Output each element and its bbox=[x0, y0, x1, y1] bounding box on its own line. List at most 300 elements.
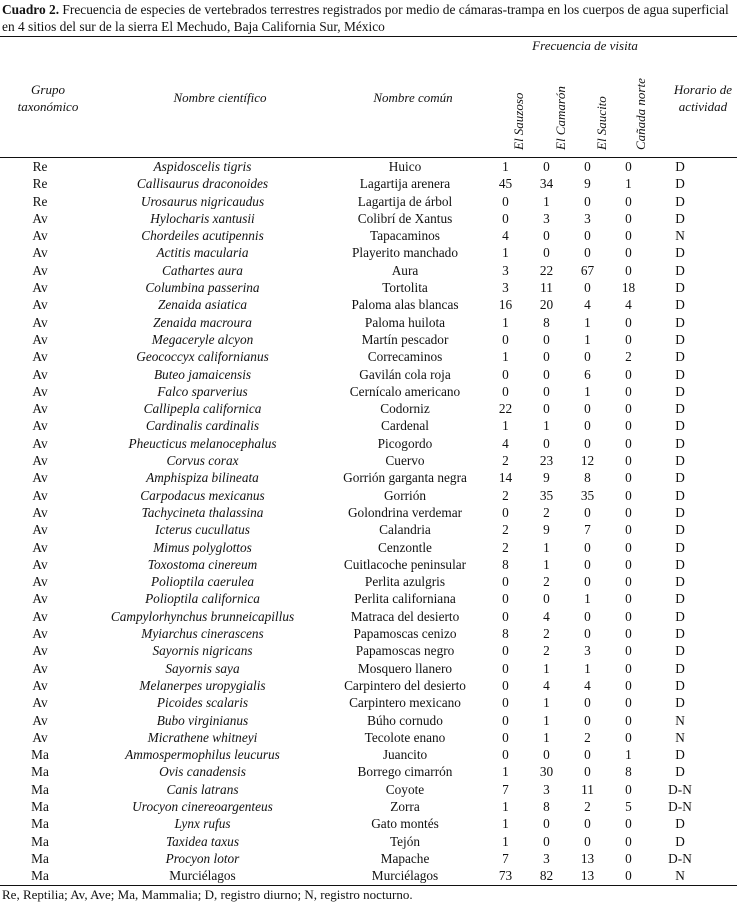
common-name-cell: Borrego cimarrón bbox=[357, 764, 453, 780]
freq-el-camaron-cell: 9 bbox=[543, 470, 550, 486]
freq-el-sauzoso-cell: 0 bbox=[502, 747, 509, 763]
scientific-name-cell: Polioptila caerulea bbox=[150, 574, 255, 590]
activity-cell: D bbox=[675, 608, 685, 624]
common-name-cell: Papamoscas cenizo bbox=[353, 626, 457, 642]
freq-el-sauzoso-cell: 2 bbox=[502, 487, 509, 503]
header-site-el-camaron: El Camarón bbox=[553, 86, 568, 150]
activity-cell: D-N bbox=[668, 781, 692, 797]
table-row bbox=[0, 850, 711, 867]
common-name-cell: Cuitlacoche peninsular bbox=[343, 556, 467, 572]
freq-canada-norte-cell: 0 bbox=[625, 539, 632, 555]
common-name-cell: Codorniz bbox=[380, 401, 430, 417]
common-name-cell: Gato montés bbox=[371, 816, 439, 832]
table-row bbox=[0, 262, 711, 279]
common-name-cell: Zorra bbox=[390, 798, 420, 814]
footnote: Re, Reptilia; Av, Ave; Ma, Mammalia; D, registro diurno; N, registro nocturno. bbox=[2, 887, 413, 902]
activity-cell: D bbox=[675, 262, 685, 278]
header-activity bbox=[668, 81, 737, 115]
freq-el-camaron-cell: 22 bbox=[539, 262, 554, 278]
freq-canada-norte-cell: 0 bbox=[625, 418, 632, 434]
common-name-cell: Cuervo bbox=[385, 453, 425, 469]
freq-el-sauzoso-cell: 2 bbox=[502, 453, 509, 469]
table-row bbox=[0, 279, 711, 296]
freq-canada-norte-cell: 0 bbox=[625, 591, 632, 607]
activity-cell: N bbox=[675, 228, 685, 244]
scientific-name-cell: Mimus polyglottos bbox=[153, 539, 252, 555]
header-site-el-sauzoso: El Sauzoso bbox=[511, 92, 526, 150]
common-name-cell: Lagartija arenera bbox=[359, 176, 451, 192]
freq-canada-norte-cell: 0 bbox=[625, 331, 632, 347]
freq-el-camaron-cell: 20 bbox=[539, 297, 554, 313]
group-cell: Av bbox=[32, 626, 48, 642]
activity-cell: D bbox=[675, 833, 685, 849]
group-cell: Ma bbox=[31, 764, 49, 780]
table-row bbox=[0, 521, 711, 538]
header-group bbox=[10, 81, 86, 115]
activity-cell: D bbox=[675, 677, 685, 693]
activity-cell: D bbox=[675, 522, 685, 538]
freq-canada-norte-cell: 0 bbox=[625, 712, 632, 728]
scientific-name-cell: Buteo jamaicensis bbox=[153, 366, 252, 382]
scientific-name-cell: Megaceryle alcyon bbox=[151, 331, 254, 347]
table-row bbox=[0, 660, 711, 677]
freq-canada-norte-cell: 0 bbox=[625, 850, 632, 866]
activity-cell: D bbox=[675, 366, 685, 382]
group-cell: Av bbox=[32, 245, 48, 261]
freq-el-camaron-cell: 0 bbox=[543, 591, 550, 607]
freq-el-saucito-cell: 0 bbox=[584, 159, 591, 174]
scientific-name-cell: Melanerpes uropygialis bbox=[139, 677, 266, 693]
common-name-cell: Playerito manchado bbox=[352, 245, 458, 261]
freq-el-saucito-cell: 0 bbox=[584, 816, 591, 832]
table-row bbox=[0, 504, 711, 521]
group-cell: Av bbox=[32, 228, 48, 244]
freq-el-camaron-cell: 0 bbox=[543, 833, 550, 849]
activity-cell: D bbox=[675, 314, 685, 330]
freq-canada-norte-cell: 0 bbox=[625, 660, 632, 676]
activity-cell: D bbox=[675, 453, 685, 469]
freq-canada-norte-cell: 0 bbox=[625, 314, 632, 330]
scientific-name-cell: Zenaida macroura bbox=[153, 314, 252, 330]
freq-el-sauzoso-cell: 0 bbox=[502, 210, 509, 226]
freq-canada-norte-cell: 8 bbox=[625, 764, 632, 780]
freq-canada-norte-cell: 0 bbox=[625, 193, 632, 209]
scientific-name-cell: Hylocharis xantusii bbox=[150, 210, 255, 226]
activity-cell: D bbox=[675, 695, 685, 711]
activity-cell: N bbox=[675, 729, 685, 745]
table-row bbox=[0, 175, 711, 192]
freq-el-saucito-cell: 11 bbox=[581, 781, 594, 797]
freq-el-saucito-cell: 4 bbox=[584, 677, 591, 693]
table-row bbox=[0, 712, 711, 729]
freq-canada-norte-cell: 0 bbox=[625, 816, 632, 832]
common-name-cell: Cernícalo americano bbox=[349, 383, 461, 399]
freq-el-saucito-cell: 0 bbox=[584, 504, 591, 520]
group-cell: Re bbox=[32, 176, 48, 192]
scientific-name-cell: Canis latrans bbox=[166, 781, 239, 797]
freq-el-saucito-cell: 1 bbox=[584, 383, 591, 399]
common-name-cell: Matraca del desierto bbox=[350, 608, 460, 624]
group-cell: Av bbox=[32, 418, 48, 434]
freq-canada-norte-cell: 18 bbox=[621, 280, 636, 296]
common-name-cell: Perlita azulgris bbox=[364, 574, 446, 590]
caption-text-2: en 4 sitios del sur de la sierra El Mechudo, Baja California Sur, México bbox=[2, 19, 385, 34]
caption-label: Cuadro 2. bbox=[2, 2, 60, 17]
freq-el-saucito-cell: 8 bbox=[584, 470, 591, 486]
freq-canada-norte-cell: 0 bbox=[625, 487, 632, 503]
freq-canada-norte-cell: 0 bbox=[625, 453, 632, 469]
freq-el-saucito-cell: 0 bbox=[584, 833, 591, 849]
freq-el-camaron-cell: 11 bbox=[540, 280, 553, 296]
freq-el-camaron-cell: 34 bbox=[539, 176, 554, 192]
freq-el-camaron-cell: 30 bbox=[539, 764, 554, 780]
freq-el-saucito-cell: 0 bbox=[584, 349, 591, 365]
group-cell: Av bbox=[32, 366, 48, 382]
freq-canada-norte-cell: 0 bbox=[625, 210, 632, 226]
table-row bbox=[0, 210, 711, 227]
freq-el-saucito-cell: 0 bbox=[584, 608, 591, 624]
activity-cell: D bbox=[675, 159, 685, 174]
group-cell: Av bbox=[32, 297, 48, 313]
scientific-name-cell: Bubo virginianus bbox=[156, 712, 249, 728]
freq-el-sauzoso-cell: 1 bbox=[502, 418, 509, 434]
table-row bbox=[0, 331, 711, 348]
activity-cell: D bbox=[675, 539, 685, 555]
group-cell: Av bbox=[32, 712, 48, 728]
scientific-name-cell: Campylorhynchus brunneicapillus bbox=[110, 608, 295, 624]
freq-el-sauzoso-cell: 2 bbox=[502, 539, 509, 555]
table-row bbox=[0, 798, 711, 815]
common-name-cell: Gorrión bbox=[383, 487, 427, 503]
freq-el-camaron-cell: 8 bbox=[543, 798, 550, 814]
freq-canada-norte-cell: 0 bbox=[625, 262, 632, 278]
table-row bbox=[0, 642, 711, 659]
group-cell: Ma bbox=[31, 850, 49, 866]
group-cell: Av bbox=[32, 383, 48, 399]
freq-el-sauzoso-cell: 0 bbox=[502, 591, 509, 607]
freq-canada-norte-cell: 2 bbox=[625, 349, 632, 365]
freq-canada-norte-cell: 0 bbox=[625, 383, 632, 399]
table-row bbox=[0, 867, 711, 884]
scientific-name-cell: Aspidoscelis tigris bbox=[153, 159, 252, 174]
scientific-name-cell: Carpodacus mexicanus bbox=[140, 487, 265, 503]
freq-canada-norte-cell: 0 bbox=[625, 245, 632, 261]
common-name-cell: Tecolote enano bbox=[364, 729, 446, 745]
scientific-name-cell: Callisaurus draconoides bbox=[136, 176, 269, 192]
freq-el-saucito-cell: 0 bbox=[584, 764, 591, 780]
freq-el-saucito-cell: 0 bbox=[584, 280, 591, 296]
freq-el-camaron-cell: 0 bbox=[543, 401, 550, 417]
freq-el-saucito-cell: 13 bbox=[580, 850, 595, 866]
group-cell: Av bbox=[32, 608, 48, 624]
freq-el-sauzoso-cell: 0 bbox=[502, 366, 509, 382]
freq-el-camaron-cell: 1 bbox=[543, 539, 550, 555]
freq-el-camaron-cell: 82 bbox=[539, 868, 554, 884]
scientific-name-cell: Micrathene whitneyi bbox=[147, 729, 258, 745]
freq-el-sauzoso-cell: 0 bbox=[502, 193, 509, 209]
activity-cell: D bbox=[675, 660, 685, 676]
freq-el-sauzoso-cell: 4 bbox=[502, 435, 509, 451]
activity-cell: D bbox=[675, 435, 685, 451]
freq-el-saucito-cell: 0 bbox=[584, 695, 591, 711]
freq-el-sauzoso-cell: 2 bbox=[502, 522, 509, 538]
activity-cell: D bbox=[675, 626, 685, 642]
activity-cell: D-N bbox=[668, 850, 692, 866]
group-cell: Ma bbox=[31, 816, 49, 832]
group-cell: Av bbox=[32, 487, 48, 503]
group-cell: Av bbox=[32, 262, 48, 278]
freq-el-saucito-cell: 0 bbox=[584, 626, 591, 642]
freq-el-camaron-cell: 1 bbox=[543, 729, 550, 745]
common-name-cell: Carpintero mexicano bbox=[349, 695, 461, 711]
scientific-name-cell: Icterus cucullatus bbox=[155, 522, 250, 538]
freq-el-sauzoso-cell: 0 bbox=[502, 660, 509, 676]
common-name-cell: Tejón bbox=[389, 833, 421, 849]
freq-el-camaron-cell: 23 bbox=[539, 453, 554, 469]
freq-el-saucito-cell: 0 bbox=[584, 574, 591, 590]
activity-cell: D bbox=[675, 210, 685, 226]
table-row bbox=[0, 833, 711, 850]
activity-cell: D bbox=[675, 349, 685, 365]
group-cell: Av bbox=[32, 574, 48, 590]
freq-el-sauzoso-cell: 1 bbox=[502, 159, 509, 174]
scientific-name-cell: Corvus corax bbox=[166, 453, 239, 469]
caption-text-1: Frecuencia de especies de vertebrados terrestres registrados por medio de cámaras-trampa en los cuerpos de agua superficial bbox=[62, 2, 729, 17]
freq-canada-norte-cell: 1 bbox=[625, 747, 632, 763]
table-row bbox=[0, 400, 711, 417]
freq-el-camaron-cell: 0 bbox=[543, 349, 550, 365]
activity-cell: D bbox=[675, 245, 685, 261]
freq-el-saucito-cell: 13 bbox=[580, 868, 595, 884]
activity-cell: D bbox=[675, 487, 685, 503]
scientific-name-cell: Urosaurus nigricaudus bbox=[140, 193, 265, 209]
freq-el-saucito-cell: 2 bbox=[584, 729, 591, 745]
freq-el-camaron-cell: 4 bbox=[543, 608, 550, 624]
group-cell: Av bbox=[32, 556, 48, 572]
table-row bbox=[0, 296, 711, 313]
freq-el-saucito-cell: 3 bbox=[584, 643, 591, 659]
activity-cell: D bbox=[675, 470, 685, 486]
freq-canada-norte-cell: 0 bbox=[625, 868, 632, 884]
header-frequency: Frecuencia de visita bbox=[532, 38, 638, 53]
scientific-name-cell: Sayornis nigricans bbox=[152, 643, 253, 659]
activity-cell: D bbox=[675, 176, 685, 192]
group-cell: Av bbox=[32, 470, 48, 486]
freq-canada-norte-cell: 0 bbox=[625, 574, 632, 590]
freq-el-sauzoso-cell: 0 bbox=[502, 677, 509, 693]
activity-cell: D bbox=[675, 383, 685, 399]
common-name-cell: Cardenal bbox=[381, 418, 429, 434]
header-activity-line2: actividad bbox=[678, 99, 728, 114]
group-cell: Av bbox=[32, 331, 48, 347]
freq-el-sauzoso-cell: 1 bbox=[502, 245, 509, 261]
group-cell: Av bbox=[32, 401, 48, 417]
freq-el-saucito-cell: 0 bbox=[584, 435, 591, 451]
freq-el-camaron-cell: 1 bbox=[543, 193, 550, 209]
freq-el-saucito-cell: 0 bbox=[584, 539, 591, 555]
freq-el-sauzoso-cell: 0 bbox=[502, 608, 509, 624]
freq-el-camaron-cell: 0 bbox=[543, 331, 550, 347]
group-cell: Av bbox=[32, 677, 48, 693]
table-row bbox=[0, 625, 711, 642]
freq-el-saucito-cell: 12 bbox=[580, 453, 595, 469]
group-cell: Av bbox=[32, 591, 48, 607]
freq-el-sauzoso-cell: 3 bbox=[502, 280, 509, 296]
activity-cell: D bbox=[675, 418, 685, 434]
table-row bbox=[0, 314, 711, 331]
group-cell: Av bbox=[32, 643, 48, 659]
group-cell: Av bbox=[32, 695, 48, 711]
group-cell: Av bbox=[32, 349, 48, 365]
scientific-name-cell: Pheucticus melanocephalus bbox=[128, 435, 277, 451]
group-cell: Av bbox=[32, 435, 48, 451]
freq-canada-norte-cell: 0 bbox=[625, 228, 632, 244]
common-name-cell: Calandria bbox=[379, 522, 431, 538]
freq-el-saucito-cell: 0 bbox=[584, 556, 591, 572]
common-name-cell: Lagartija de árbol bbox=[357, 193, 453, 209]
activity-cell: D-N bbox=[668, 798, 692, 814]
table-row bbox=[0, 469, 711, 486]
common-name-cell: Cenzontle bbox=[378, 539, 432, 555]
common-name-cell: Paloma alas blancas bbox=[351, 297, 459, 313]
freq-canada-norte-cell: 0 bbox=[625, 729, 632, 745]
scientific-name-cell: Picoides scalaris bbox=[156, 695, 249, 711]
freq-el-camaron-cell: 0 bbox=[543, 747, 550, 763]
freq-canada-norte-cell: 0 bbox=[625, 626, 632, 642]
freq-el-sauzoso-cell: 0 bbox=[502, 695, 509, 711]
freq-el-sauzoso-cell: 7 bbox=[502, 850, 509, 866]
scientific-name-cell: Ovis canadensis bbox=[159, 764, 246, 780]
activity-cell: D bbox=[675, 591, 685, 607]
freq-el-camaron-cell: 4 bbox=[543, 677, 550, 693]
table-row bbox=[0, 539, 711, 556]
group-cell: Re bbox=[32, 193, 48, 209]
common-name-cell: Gavilán cola roja bbox=[359, 366, 451, 382]
scientific-name-cell: Geococcyx californianus bbox=[136, 349, 269, 365]
group-cell: Av bbox=[32, 314, 48, 330]
table-row bbox=[0, 487, 711, 504]
common-name-cell: Huico bbox=[388, 159, 422, 174]
freq-el-camaron-cell: 0 bbox=[543, 366, 550, 382]
activity-cell: N bbox=[675, 868, 685, 884]
freq-el-saucito-cell: 0 bbox=[584, 228, 591, 244]
common-name-cell: Papamoscas negro bbox=[355, 643, 455, 659]
freq-canada-norte-cell: 0 bbox=[625, 159, 632, 174]
freq-el-camaron-cell: 0 bbox=[543, 816, 550, 832]
freq-el-sauzoso-cell: 7 bbox=[502, 781, 509, 797]
freq-el-sauzoso-cell: 0 bbox=[502, 504, 509, 520]
freq-el-saucito-cell: 9 bbox=[584, 176, 591, 192]
common-name-cell: Mapache bbox=[380, 850, 430, 866]
freq-canada-norte-cell: 0 bbox=[625, 435, 632, 451]
common-name-cell: Coyote bbox=[385, 781, 425, 797]
table-row bbox=[0, 417, 711, 434]
freq-el-sauzoso-cell: 16 bbox=[498, 297, 513, 313]
freq-canada-norte-cell: 4 bbox=[625, 297, 632, 313]
freq-canada-norte-cell: 0 bbox=[625, 401, 632, 417]
freq-el-saucito-cell: 1 bbox=[584, 591, 591, 607]
freq-el-sauzoso-cell: 8 bbox=[502, 556, 509, 572]
common-name-cell: Paloma huilota bbox=[364, 314, 446, 330]
activity-cell: D bbox=[675, 331, 685, 347]
common-name-cell: Aura bbox=[391, 262, 419, 278]
scientific-name-cell: Taxidea taxus bbox=[165, 833, 239, 849]
freq-el-saucito-cell: 6 bbox=[584, 366, 591, 382]
freq-el-saucito-cell: 0 bbox=[584, 193, 591, 209]
freq-el-sauzoso-cell: 1 bbox=[502, 349, 509, 365]
freq-el-camaron-cell: 0 bbox=[543, 159, 550, 174]
freq-el-sauzoso-cell: 0 bbox=[502, 331, 509, 347]
scientific-name-cell: Falco sparverius bbox=[157, 383, 248, 399]
group-cell: Av bbox=[32, 660, 48, 676]
freq-canada-norte-cell: 0 bbox=[625, 643, 632, 659]
activity-cell: D bbox=[675, 643, 685, 659]
table-row bbox=[0, 227, 711, 244]
group-cell: Ma bbox=[31, 798, 49, 814]
group-cell: Ma bbox=[31, 781, 49, 797]
activity-cell: D bbox=[675, 556, 685, 572]
scientific-name-cell: Polioptila californica bbox=[145, 591, 260, 607]
activity-cell: D bbox=[675, 504, 685, 520]
scientific-name-cell: Myiarchus cinerascens bbox=[141, 626, 264, 642]
freq-el-sauzoso-cell: 1 bbox=[502, 816, 509, 832]
freq-canada-norte-cell: 0 bbox=[625, 677, 632, 693]
freq-el-sauzoso-cell: 3 bbox=[502, 262, 509, 278]
scientific-name-cell: Chordeiles acutipennis bbox=[141, 228, 264, 244]
freq-el-saucito-cell: 0 bbox=[584, 747, 591, 763]
scientific-name-cell: Urocyon cinereoargenteus bbox=[132, 798, 273, 814]
header-group-line1: Grupo bbox=[31, 82, 65, 97]
scientific-name-cell: Procyon lotor bbox=[165, 850, 240, 866]
freq-el-camaron-cell: 2 bbox=[543, 504, 550, 520]
freq-el-sauzoso-cell: 0 bbox=[502, 643, 509, 659]
freq-el-saucito-cell: 35 bbox=[580, 487, 595, 503]
freq-el-camaron-cell: 1 bbox=[543, 660, 550, 676]
table-row bbox=[0, 590, 711, 607]
freq-el-saucito-cell: 0 bbox=[584, 245, 591, 261]
freq-el-camaron-cell: 2 bbox=[543, 643, 550, 659]
table-row bbox=[0, 452, 711, 469]
scientific-name-cell: Tachycineta thalassina bbox=[141, 504, 264, 520]
scientific-name-cell: Sayornis saya bbox=[165, 660, 240, 676]
common-name-cell: Picogordo bbox=[377, 435, 433, 451]
scientific-name-cell: Cardinalis cardinalis bbox=[145, 418, 260, 434]
freq-canada-norte-cell: 0 bbox=[625, 556, 632, 572]
common-name-cell: Gorrión garganta negra bbox=[343, 470, 467, 486]
freq-el-saucito-cell: 0 bbox=[584, 401, 591, 417]
freq-canada-norte-cell: 0 bbox=[625, 833, 632, 849]
table-row bbox=[0, 608, 711, 625]
freq-el-sauzoso-cell: 0 bbox=[502, 729, 509, 745]
freq-el-camaron-cell: 1 bbox=[543, 712, 550, 728]
common-name-cell: Juancito bbox=[382, 747, 428, 763]
freq-el-sauzoso-cell: 0 bbox=[502, 383, 509, 399]
bottom-rule bbox=[0, 885, 737, 886]
scientific-name-cell: Callipepla californica bbox=[143, 401, 262, 417]
group-cell: Av bbox=[32, 504, 48, 520]
header-group-line2: taxonómico bbox=[17, 99, 79, 114]
table-row bbox=[0, 556, 711, 573]
table-row bbox=[0, 193, 711, 210]
scientific-name-cell: Actitis macularia bbox=[156, 245, 249, 261]
freq-el-camaron-cell: 3 bbox=[543, 210, 550, 226]
freq-el-camaron-cell: 9 bbox=[543, 522, 550, 538]
table-row bbox=[0, 815, 711, 832]
common-name-cell: Carpintero del desierto bbox=[344, 677, 466, 693]
freq-el-sauzoso-cell: 1 bbox=[502, 798, 509, 814]
activity-cell: D bbox=[675, 401, 685, 417]
activity-cell: D bbox=[675, 816, 685, 832]
